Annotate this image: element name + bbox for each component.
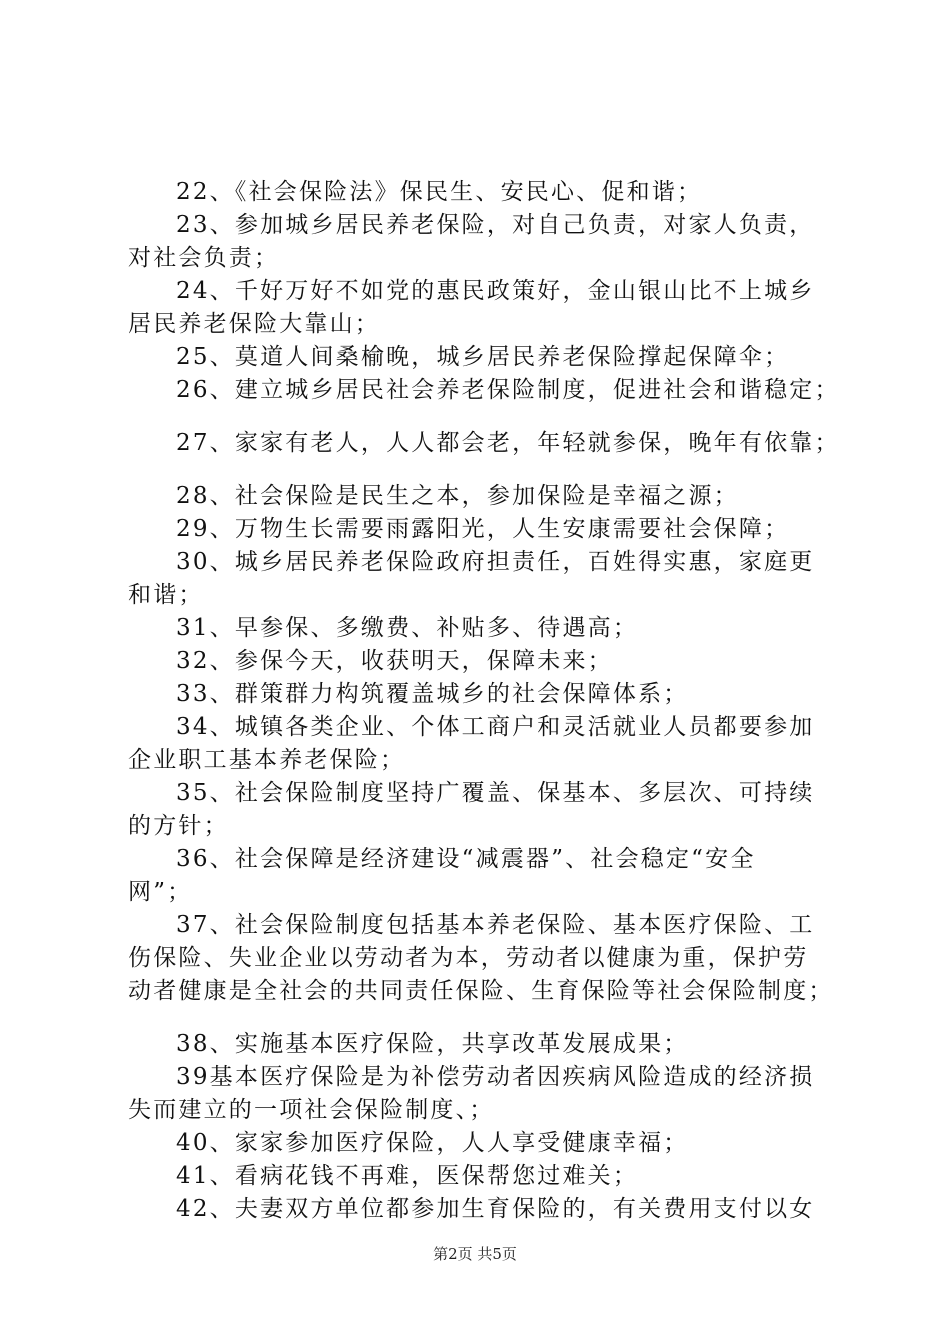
slogan-line: 居民养老保险大靠山； xyxy=(128,311,380,337)
slogan-line: 31、早参保、多缴费、补贴多、待遇高； xyxy=(176,615,639,641)
slogan-line: 23、参加城乡居民养老保险，对自己负责，对家人负责， xyxy=(176,212,815,238)
slogan-line: 26、建立城乡居民社会养老保险制度，促进社会和谐稳定； xyxy=(176,377,840,403)
document-body xyxy=(128,176,844,1226)
paragraph-gap xyxy=(128,460,844,480)
paragraph-gap xyxy=(128,407,844,427)
slogan-line: 34、城镇各类企业、个体工商户和灵活就业人员都要参加 xyxy=(176,714,815,740)
slogan-line: 和谐； xyxy=(128,582,204,608)
slogan-line: 35、社会保险制度坚持广覆盖、保基本、多层次、可持续 xyxy=(176,780,815,806)
slogan-line: 企业职工基本养老保险； xyxy=(128,747,406,773)
slogan-line: 42、夫妻双方单位都参加生育保险的，有关费用支付以女 xyxy=(176,1196,815,1222)
slogan-line: 24、千好万好不如党的惠民政策好，金山银山比不上城乡 xyxy=(176,278,815,304)
slogan-line: 28、社会保险是民生之本，参加保险是幸福之源； xyxy=(176,483,739,509)
slogan-line: 22、《社会保险法》保民生、安民心、促和谐； xyxy=(176,179,703,205)
slogan-line: 失而建立的一项社会保险制度、； xyxy=(128,1097,495,1123)
slogan-line: 对社会负责； xyxy=(128,245,280,271)
slogan-line: 36、社会保障是经济建设“减震器”、社会稳定“安全 xyxy=(176,846,756,872)
slogan-line: 25、莫道人间桑榆晚，城乡居民养老保险撑起保障伞； xyxy=(176,344,790,370)
slogan-line: 40、家家参加医疗保险，人人享受健康幸福； xyxy=(176,1130,689,1156)
slogan-line: 32、参保今天，收获明天，保障未来； xyxy=(176,648,613,674)
page-footer: 第2页 共5页 xyxy=(433,1245,517,1263)
slogan-line: 的方针； xyxy=(128,813,229,839)
slogan-line: 37、社会保险制度包括基本养老保险、基本医疗保险、工 xyxy=(176,912,815,938)
paragraph-gap xyxy=(128,1008,844,1028)
slogan-line: 网”； xyxy=(128,879,193,905)
slogan-line: 动者健康是全社会的共同责任保险、生育保险等社会保险制度； xyxy=(128,978,834,1004)
slogan-line: 伤保险、失业企业以劳动者为本，劳动者以健康为重，保护劳 xyxy=(128,945,809,971)
slogan-line: 38、实施基本医疗保险，共享改革发展成果； xyxy=(176,1031,689,1057)
slogan-line: 29、万物生长需要雨露阳光，人生安康需要社会保障； xyxy=(176,516,790,542)
slogan-line: 39基本医疗保险是为补偿劳动者因疾病风险造成的经济损 xyxy=(176,1064,815,1090)
slogan-line: 41、看病花钱不再难，医保帮您过难关； xyxy=(176,1163,639,1189)
slogan-line: 27、家家有老人，人人都会老，年轻就参保，晚年有依靠； xyxy=(176,430,840,456)
slogan-line: 30、城乡居民养老保险政府担责任，百姓得实惠，家庭更 xyxy=(176,549,815,575)
slogan-line: 33、群策群力构筑覆盖城乡的社会保障体系； xyxy=(176,681,689,707)
